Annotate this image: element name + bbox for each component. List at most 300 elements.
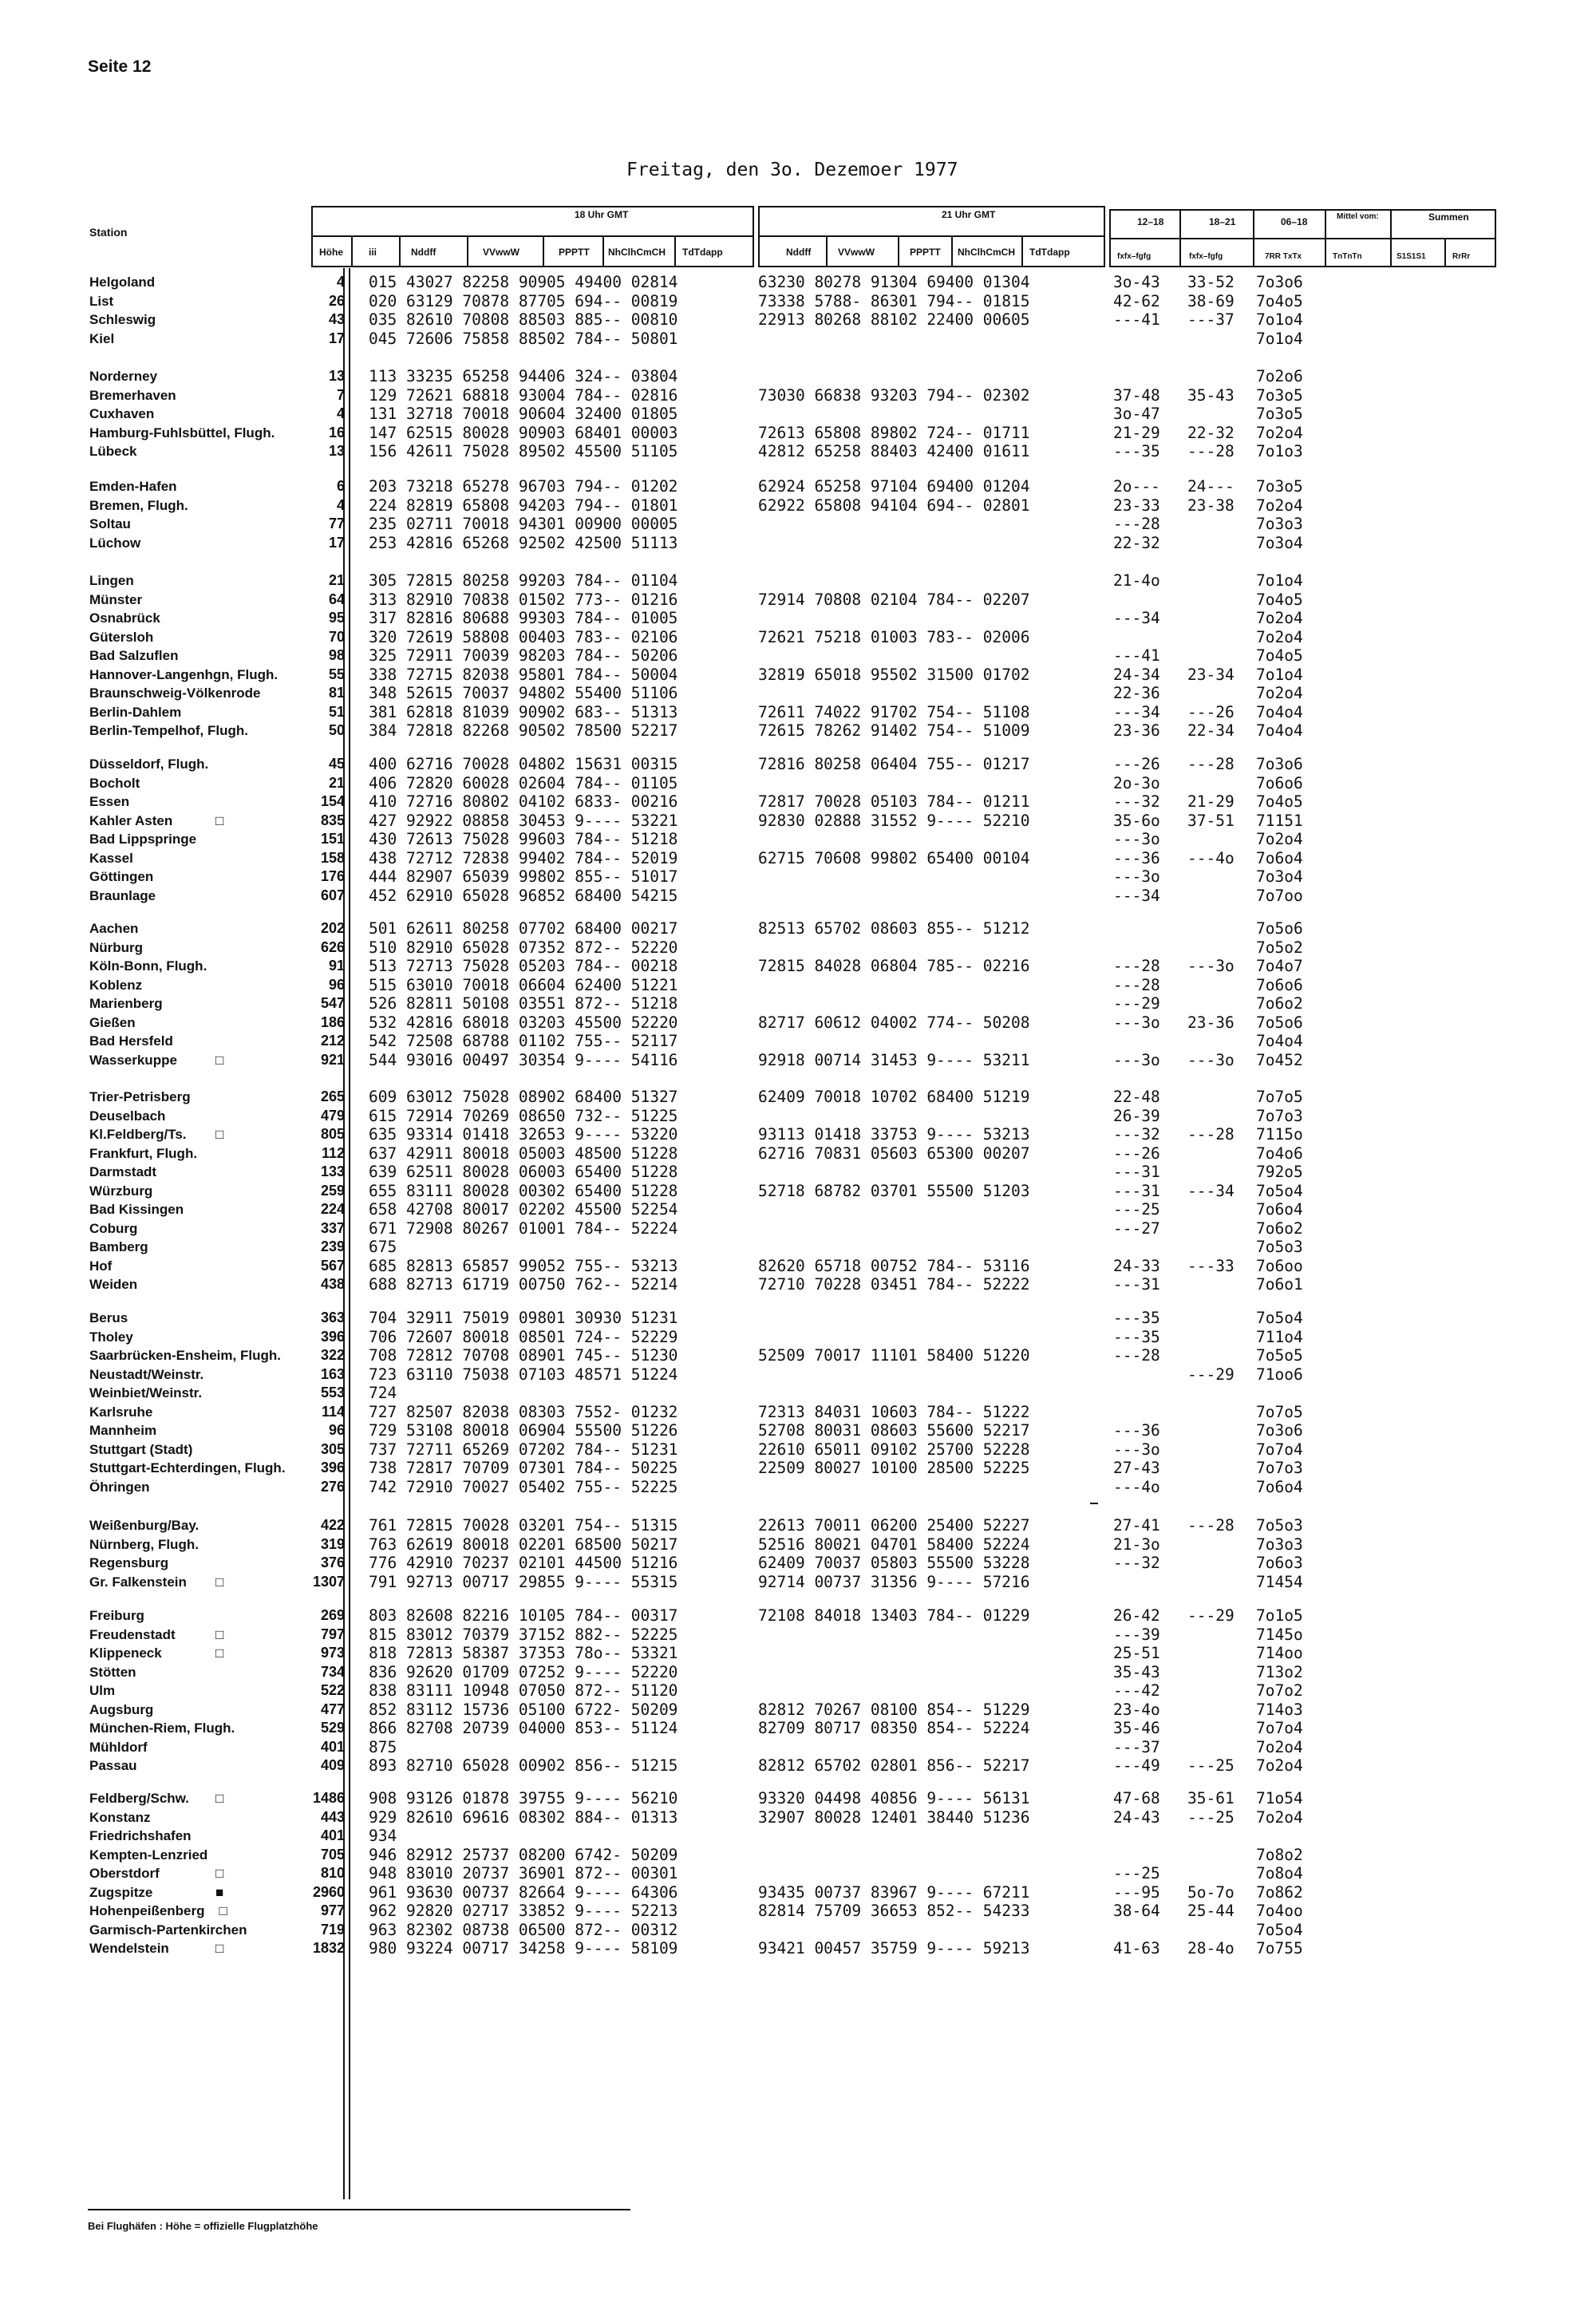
range-06-18: 71454 — [1256, 1572, 1303, 1591]
station-height: 21 — [328, 572, 345, 588]
obs-18-utc: 609 63012 75028 08902 68400 51327 — [369, 1088, 678, 1106]
obs-18-utc: 671 72908 80267 01001 784-- 52224 — [369, 1219, 678, 1238]
table-row — [0, 1328, 1596, 1346]
obs-18-utc: 962 92820 02717 33852 9---- 52213 — [369, 1902, 678, 1920]
table-row — [0, 1309, 1596, 1327]
table-row — [0, 1013, 1596, 1032]
range-06-18: 7o1o4 — [1256, 571, 1303, 590]
station-height: 322 — [320, 1347, 345, 1363]
station-height: 409 — [320, 1757, 345, 1773]
station-name: Wasserkuppe — [89, 1052, 177, 1068]
table-row — [0, 887, 1596, 905]
header-gmt21: 21 Uhr GMT — [942, 209, 996, 220]
table-row — [0, 1921, 1596, 1939]
obs-18-utc: 688 82713 61719 00750 762-- 52214 — [369, 1275, 678, 1294]
range-18-21: 38-69 — [1187, 291, 1235, 310]
station-height: 96 — [328, 1422, 345, 1438]
obs-18-utc: 706 72607 80018 08501 724-- 52229 — [369, 1327, 678, 1346]
station-name: Weinbiet/Weinstr. — [89, 1385, 203, 1400]
station-height: 26 — [328, 292, 345, 309]
range-12-18: ---3o — [1113, 1013, 1160, 1032]
station-name: Bocholt — [89, 775, 140, 791]
station-name: Schleswig — [89, 312, 156, 327]
range-12-18: ---49 — [1113, 1756, 1160, 1775]
station-name: Öhringen — [89, 1479, 150, 1495]
table-row — [0, 646, 1596, 665]
header-sub-c1: fxfx–fgfg — [1117, 252, 1152, 261]
header-divider — [602, 235, 604, 267]
obs-18-utc: 203 73218 65278 96703 794-- 01202 — [369, 477, 678, 496]
station-height: 337 — [320, 1219, 345, 1236]
station-name: Bremen, Flugh. — [89, 497, 188, 513]
obs-18-utc: 727 82507 82038 08303 7552- 01232 — [369, 1402, 678, 1421]
station-height: 154 — [320, 793, 345, 809]
station-height: 77 — [328, 516, 345, 531]
range-18-21: ---3o — [1187, 1050, 1235, 1069]
range-12-18: ---31 — [1113, 1181, 1160, 1200]
obs-18-utc: 655 83111 80028 00302 65400 51228 — [369, 1181, 678, 1200]
range-06-18: 7o862 — [1256, 1882, 1303, 1902]
station-name: Helgoland — [89, 275, 156, 290]
station-name: Nürburg — [89, 939, 144, 955]
header-divider — [1390, 209, 1392, 267]
range-12-18: 3o-47 — [1113, 405, 1160, 423]
obs-21-utc: 72914 70808 02104 784-- 02207 — [758, 590, 1030, 609]
table-row — [0, 1163, 1596, 1181]
range-06-18: 7115o — [1256, 1125, 1303, 1144]
header-rule — [1109, 266, 1496, 267]
mountain-marker: □ — [215, 1645, 224, 1661]
table-row — [0, 1440, 1596, 1459]
station-height: 810 — [320, 1865, 345, 1881]
station-name: Stuttgart-Echterdingen, Flugh. — [89, 1460, 286, 1475]
range-18-21: 23-36 — [1187, 1013, 1235, 1032]
station-height: 17 — [328, 330, 345, 346]
station-height: 224 — [320, 1201, 345, 1217]
range-12-18: 38-64 — [1113, 1902, 1160, 1920]
obs-21-utc: 72313 84031 10603 784-- 51222 — [758, 1402, 1030, 1421]
table-row — [0, 367, 1596, 385]
station-height: 401 — [320, 1827, 345, 1843]
table-row — [0, 976, 1596, 994]
station-name: Essen — [89, 794, 130, 809]
range-12-18: 26-42 — [1113, 1606, 1160, 1625]
obs-18-utc: 637 42911 80018 05003 48500 51228 — [369, 1144, 678, 1163]
header-rule — [311, 235, 754, 237]
obs-18-utc: 737 72711 65269 07202 784-- 51231 — [369, 1440, 678, 1459]
range-12-18: 41-63 — [1113, 1939, 1160, 1957]
mountain-marker: □ — [215, 1127, 224, 1142]
range-12-18: ---26 — [1113, 755, 1160, 773]
station-name: Kahler Asten — [89, 812, 173, 828]
range-06-18: 7o2o4 — [1256, 1737, 1303, 1756]
station-height: 81 — [328, 685, 345, 701]
station-name: Bad Kissingen — [89, 1202, 184, 1217]
range-18-21: 23-34 — [1187, 665, 1235, 684]
station-name: Hof — [89, 1258, 113, 1274]
table-row — [0, 386, 1596, 405]
header-divider — [674, 235, 676, 267]
range-12-18: 42-62 — [1113, 291, 1160, 310]
table-row — [0, 292, 1596, 310]
range-06-18: 7o4o5 — [1256, 291, 1303, 310]
table-row — [0, 310, 1596, 329]
obs-18-utc: 045 72606 75858 88502 784-- 50801 — [369, 329, 678, 348]
station-name: Bad Lippspringe — [89, 832, 197, 847]
header-rule — [311, 266, 754, 267]
station-name: Kiel — [89, 330, 115, 346]
range-06-18: 7o1o4 — [1256, 329, 1303, 348]
range-18-21: 22-34 — [1187, 721, 1235, 740]
obs-18-utc: 526 82811 50108 03551 872-- 51218 — [369, 994, 678, 1013]
table-row — [0, 571, 1596, 590]
range-06-18: 7o3o3 — [1256, 515, 1303, 533]
table-row — [0, 1644, 1596, 1662]
obs-18-utc: 685 82813 65857 99052 755-- 53213 — [369, 1256, 678, 1275]
station-name: Lingen — [89, 573, 134, 588]
obs-21-utc: 22913 80268 88102 22400 00605 — [758, 310, 1030, 329]
station-height: 477 — [320, 1701, 345, 1717]
obs-18-utc: 338 72715 82038 95801 784-- 50004 — [369, 665, 678, 684]
range-12-18: ---39 — [1113, 1625, 1160, 1644]
station-height: 70 — [328, 628, 345, 645]
header-rule — [758, 266, 1105, 267]
range-06-18: 7o6o2 — [1256, 1219, 1303, 1238]
table-row — [0, 1257, 1596, 1275]
range-06-18: 7o1o4 — [1256, 665, 1303, 684]
range-18-21: ---33 — [1187, 1256, 1235, 1275]
station-name: Tholey — [89, 1329, 133, 1345]
station-name: Saarbrücken-Ensheim, Flugh. — [89, 1348, 281, 1363]
range-12-18: ---32 — [1113, 1554, 1160, 1572]
station-name: Mannheim — [89, 1423, 157, 1438]
obs-21-utc: 82620 65718 00752 784-- 53116 — [758, 1256, 1030, 1275]
station-height: 4 — [336, 496, 345, 513]
range-06-18: 7o6o4 — [1256, 1477, 1303, 1496]
range-12-18: ---35 — [1113, 1309, 1160, 1327]
range-06-18: 713o2 — [1256, 1662, 1303, 1681]
range-18-21: ---26 — [1187, 702, 1235, 721]
mountain-marker: □ — [215, 1626, 224, 1642]
station-height: 151 — [320, 831, 345, 847]
obs-21-utc: 72815 84028 06804 785-- 02216 — [758, 957, 1030, 975]
range-12-18: 22-48 — [1113, 1088, 1160, 1106]
range-06-18: 7o2o4 — [1256, 1807, 1303, 1827]
range-06-18: 7o5o4 — [1256, 1309, 1303, 1327]
range-18-21: 24--- — [1187, 477, 1235, 496]
range-18-21: 5o-7o — [1187, 1882, 1235, 1902]
table-row — [0, 330, 1596, 348]
range-18-21: ---28 — [1187, 1516, 1235, 1535]
obs-18-utc: 893 82710 65028 00902 856-- 51215 — [369, 1756, 678, 1775]
range-12-18: ---28 — [1113, 957, 1160, 975]
header-nddff-18: Nddff — [411, 247, 437, 258]
station-height: 163 — [320, 1365, 345, 1382]
obs-21-utc: 42812 65258 88403 42400 01611 — [758, 442, 1030, 460]
range-18-21: 35-43 — [1187, 385, 1235, 405]
station-height: 17 — [328, 534, 345, 551]
range-06-18: 7o8o2 — [1256, 1845, 1303, 1864]
header-divider — [758, 206, 760, 267]
station-height: 973 — [320, 1645, 345, 1661]
station-height: 396 — [320, 1328, 345, 1345]
obs-18-utc: 708 72812 70708 08901 745-- 51230 — [369, 1346, 678, 1365]
header-mittel: Mittel vom: — [1337, 212, 1379, 221]
header-tdapp-21: TdTdapp — [1029, 247, 1070, 258]
range-12-18: 22-36 — [1113, 684, 1160, 702]
header-divider — [1104, 206, 1105, 267]
obs-18-utc: 724 — [369, 1384, 397, 1402]
range-06-18: 7145o — [1256, 1625, 1303, 1644]
obs-18-utc: 742 72910 70027 05402 755-- 52225 — [369, 1477, 678, 1496]
header-nh-21: NhClhCmCH — [958, 247, 1015, 258]
header-sub-mittel: TnTnTn — [1333, 252, 1362, 261]
obs-18-utc: 235 02711 70018 94301 00900 00005 — [369, 515, 678, 533]
header-divider — [1253, 209, 1254, 267]
station-height: 797 — [320, 1626, 345, 1642]
station-name: Wendelstein — [89, 1941, 169, 1956]
station-height: 376 — [320, 1554, 345, 1570]
range-12-18: 35-6o — [1113, 811, 1160, 830]
station-name: Hohenpeißenberg — [89, 1903, 205, 1918]
header-rule — [1109, 209, 1496, 211]
station-height: 13 — [328, 368, 345, 384]
header-gmt18: 18 Uhr GMT — [575, 209, 629, 220]
station-name: Bad Hersfeld — [89, 1033, 173, 1049]
range-18-21: ---25 — [1187, 1807, 1235, 1827]
obs-18-utc: 542 72508 68788 01102 755-- 52117 — [369, 1032, 678, 1050]
obs-18-utc: 253 42816 65268 92502 42500 51113 — [369, 533, 678, 552]
station-name: Frankfurt, Flugh. — [89, 1145, 198, 1161]
header-range-12-18: 12–18 — [1137, 216, 1164, 227]
obs-18-utc: 948 83010 20737 36901 872-- 00301 — [369, 1864, 678, 1882]
mountain-marker: □ — [215, 812, 224, 828]
range-18-21: ---29 — [1187, 1365, 1235, 1384]
obs-18-utc: 129 72621 68818 93004 784-- 02816 — [369, 385, 678, 405]
header-summen: Summen — [1428, 211, 1469, 223]
obs-18-utc: 908 93126 01878 39755 9---- 56210 — [369, 1789, 678, 1807]
footnote: Bei Flughäfen : Höhe = offizielle Flugplatzhöhe — [88, 2220, 318, 2232]
range-06-18: 7o6o4 — [1256, 1200, 1303, 1219]
station-name: Emden-Hafen — [89, 479, 177, 494]
table-row — [0, 1738, 1596, 1756]
obs-18-utc: 980 93224 00717 34258 9---- 58109 — [369, 1939, 678, 1957]
table-row — [0, 684, 1596, 702]
header-rule — [758, 206, 1105, 207]
table-row — [0, 1365, 1596, 1384]
obs-21-utc: 82814 75709 36653 852-- 54233 — [758, 1902, 1030, 1920]
station-name: Osnabrück — [89, 610, 160, 626]
station-height: 626 — [320, 938, 345, 955]
table-row — [0, 609, 1596, 627]
station-height: 21 — [328, 774, 345, 791]
station-height: 202 — [320, 920, 345, 936]
table-row — [0, 1846, 1596, 1864]
obs-18-utc: 444 82907 65039 99802 855-- 51017 — [369, 867, 678, 886]
obs-21-utc: 52516 80021 04701 58400 52224 — [758, 1535, 1030, 1554]
table-row — [0, 1459, 1596, 1477]
range-12-18: 27-43 — [1113, 1459, 1160, 1477]
obs-21-utc: 63230 80278 91304 69400 01304 — [758, 273, 1030, 291]
obs-21-utc: 62716 70831 05603 65300 00207 — [758, 1144, 1030, 1163]
obs-18-utc: 406 72820 60028 02604 784-- 01105 — [369, 773, 678, 792]
range-12-18: 3o-43 — [1113, 273, 1160, 291]
obs-18-utc: 384 72818 82268 90502 78500 52217 — [369, 721, 678, 740]
table-row — [0, 1403, 1596, 1421]
range-12-18: 24-43 — [1113, 1807, 1160, 1827]
range-12-18: 47-68 — [1113, 1789, 1160, 1807]
range-06-18: 7o7o2 — [1256, 1681, 1303, 1700]
table-row — [0, 534, 1596, 552]
range-06-18: 7o2o4 — [1256, 496, 1303, 515]
station-name: Gr. Falkenstein — [89, 1574, 187, 1590]
table-row — [0, 867, 1596, 886]
obs-21-utc: 72615 78262 91402 754-- 51009 — [758, 721, 1030, 740]
station-name: Bamberg — [89, 1239, 148, 1254]
station-height: 1486 — [312, 1790, 345, 1806]
range-06-18: 7o755 — [1256, 1939, 1303, 1957]
range-12-18: 21-29 — [1113, 423, 1160, 442]
station-height: 6 — [336, 478, 345, 494]
obs-18-utc: 020 63129 70878 87705 694-- 00819 — [369, 291, 678, 310]
station-name: Mühldorf — [89, 1739, 148, 1755]
obs-21-utc: 62715 70608 99802 65400 00104 — [758, 848, 1030, 867]
table-row — [0, 1516, 1596, 1535]
range-12-18: ---3o — [1113, 867, 1160, 886]
range-06-18: 7o2o4 — [1256, 830, 1303, 848]
obs-18-utc: 501 62611 80258 07702 68400 00217 — [369, 919, 678, 938]
obs-21-utc: 92714 00737 31356 9---- 57216 — [758, 1572, 1030, 1591]
table-row — [0, 830, 1596, 848]
range-18-21: 22-32 — [1187, 423, 1235, 442]
range-12-18: 24-33 — [1113, 1256, 1160, 1275]
range-06-18: 7o4o6 — [1256, 1144, 1303, 1163]
obs-21-utc: 72817 70028 05103 784-- 01211 — [758, 792, 1030, 811]
obs-18-utc: 934 — [369, 1827, 397, 1845]
station-name: Göttingen — [89, 869, 154, 884]
header-station: Station — [89, 226, 128, 239]
range-12-18: ---3o — [1113, 830, 1160, 848]
header-divider — [898, 235, 899, 267]
range-06-18: 7o2o4 — [1256, 609, 1303, 627]
obs-18-utc: 544 93016 00497 30354 9---- 54116 — [369, 1050, 678, 1069]
station-height: 212 — [320, 1033, 345, 1049]
station-height: 479 — [320, 1107, 345, 1124]
range-12-18: 22-32 — [1113, 533, 1160, 552]
station-height: 443 — [320, 1808, 345, 1825]
station-name: Münster — [89, 591, 143, 607]
obs-18-utc: 818 72813 58387 37353 78o-- 53321 — [369, 1644, 678, 1662]
header-divider — [1444, 238, 1446, 267]
range-06-18: 71151 — [1256, 811, 1303, 830]
header-pppt-18: PPPTT — [559, 247, 590, 258]
obs-18-utc: 763 62619 80018 02201 68500 50217 — [369, 1535, 678, 1554]
station-height: 186 — [320, 1013, 345, 1030]
obs-18-utc: 015 43027 82258 90905 49400 02814 — [369, 273, 678, 291]
header-hoehe: Höhe — [319, 247, 343, 258]
station-height: 567 — [320, 1257, 345, 1274]
range-18-21: 25-44 — [1187, 1902, 1235, 1920]
table-row — [0, 477, 1596, 496]
obs-18-utc: 438 72712 72838 99402 784-- 52019 — [369, 848, 678, 867]
range-06-18: 7o4o5 — [1256, 646, 1303, 665]
station-name: Berlin-Tempelhof, Flugh. — [89, 723, 248, 738]
range-18-21: ---34 — [1187, 1181, 1235, 1200]
station-name: Garmisch-Partenkirchen — [89, 1922, 247, 1938]
range-12-18: 21-4o — [1113, 571, 1160, 590]
range-18-21: ---4o — [1187, 848, 1235, 867]
station-name: Neustadt/Weinstr. — [89, 1366, 204, 1382]
station-height: 553 — [320, 1385, 345, 1400]
station-name: Stötten — [89, 1664, 136, 1680]
range-12-18: ---3o — [1113, 1440, 1160, 1459]
table-row — [0, 442, 1596, 460]
station-name: Passau — [89, 1758, 137, 1773]
obs-21-utc: 72108 84018 13403 784-- 01229 — [758, 1606, 1030, 1625]
table-row — [0, 812, 1596, 830]
obs-18-utc: 430 72613 75028 99603 784-- 51218 — [369, 830, 678, 848]
range-06-18: 7o2o4 — [1256, 627, 1303, 646]
header-pppt-21: PPPTT — [910, 247, 941, 258]
station-height: 547 — [320, 995, 345, 1011]
page-number: Seite 12 — [88, 57, 152, 76]
header-vvwww-18: VVwwW — [483, 247, 520, 258]
obs-21-utc: 32819 65018 95502 31500 01702 — [758, 665, 1030, 684]
table-row — [0, 1107, 1596, 1125]
range-12-18: ---25 — [1113, 1864, 1160, 1882]
station-height: 529 — [320, 1720, 345, 1736]
station-name: Klippeneck — [89, 1645, 162, 1661]
range-06-18: 7o6o4 — [1256, 848, 1303, 867]
station-height: 319 — [320, 1535, 345, 1552]
header-divider — [1495, 209, 1496, 267]
table-row — [0, 792, 1596, 811]
range-06-18: 7o7o4 — [1256, 1440, 1303, 1459]
range-06-18: 7o3o4 — [1256, 867, 1303, 886]
table-row — [0, 1883, 1596, 1902]
station-name: Würzburg — [89, 1183, 153, 1199]
range-06-18: 7o6o3 — [1256, 1554, 1303, 1572]
station-height: 276 — [320, 1478, 345, 1495]
obs-18-utc: 313 82910 70838 01502 773-- 01216 — [369, 590, 678, 609]
table-row — [0, 1606, 1596, 1625]
station-name: Augsburg — [89, 1701, 154, 1717]
header-sub-summen2: RrRr — [1452, 252, 1471, 261]
range-18-21: ---28 — [1187, 1125, 1235, 1144]
station-name: Lüchow — [89, 535, 141, 551]
range-12-18: ---41 — [1113, 646, 1160, 665]
header-rule — [758, 235, 1105, 237]
obs-18-utc: 675 — [369, 1238, 397, 1256]
table-row — [0, 1478, 1596, 1496]
station-name: Braunlage — [89, 887, 156, 903]
range-18-21: 35-61 — [1187, 1789, 1235, 1807]
station-name: Köln-Bonn, Flugh. — [89, 958, 207, 974]
header-vvwww-21: VVwwW — [838, 247, 875, 258]
station-name: Feldberg/Schw. — [89, 1791, 190, 1806]
mountain-marker: □ — [215, 1791, 224, 1806]
range-18-21: ---3o — [1187, 957, 1235, 975]
obs-18-utc: 838 83111 10948 07050 872-- 51120 — [369, 1681, 678, 1700]
table-row — [0, 666, 1596, 684]
range-18-21: 37-51 — [1187, 811, 1235, 830]
obs-18-utc: 381 62818 81039 90902 683-- 51313 — [369, 702, 678, 721]
station-height: 607 — [320, 887, 345, 903]
obs-18-utc: 738 72817 70709 07301 784-- 50225 — [369, 1459, 678, 1477]
station-name: Gütersloh — [89, 629, 154, 645]
range-12-18: ---31 — [1113, 1275, 1160, 1294]
range-06-18: 7o4o7 — [1256, 957, 1303, 975]
